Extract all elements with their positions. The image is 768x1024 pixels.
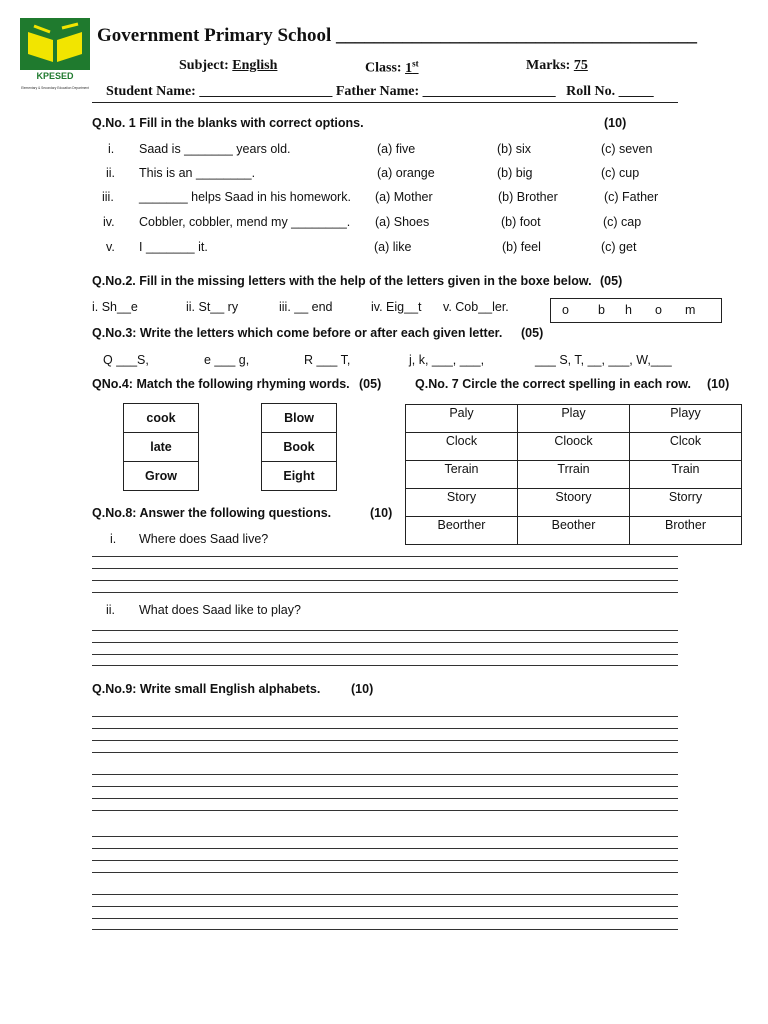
item-text: Saad is _______ years old. bbox=[139, 142, 291, 156]
table-row bbox=[406, 489, 742, 517]
table-row bbox=[406, 433, 742, 461]
spelling-cell[interactable]: Storry bbox=[630, 489, 742, 517]
option-c: (c) Father bbox=[604, 190, 659, 204]
roll-label: Roll No. bbox=[566, 84, 616, 99]
q2-word: v. Cob__ler. bbox=[443, 300, 509, 314]
letter: o bbox=[655, 303, 662, 317]
spelling-cell[interactable]: Clock bbox=[406, 433, 518, 461]
letter: o bbox=[562, 303, 569, 317]
marks-value: 75 bbox=[573, 58, 588, 73]
q3-item: e ___ g, bbox=[204, 353, 250, 367]
option-a: (a) Shoes bbox=[375, 215, 430, 229]
student-info-row bbox=[106, 84, 654, 100]
q2-word: ii. St__ ry bbox=[186, 300, 239, 314]
school-name: Government Primary School bbox=[97, 25, 332, 46]
writing-line[interactable] bbox=[92, 740, 678, 741]
q3-item: Q ___S, bbox=[103, 353, 149, 367]
match-right-column bbox=[261, 403, 337, 491]
q8-title: Q.No.8: Answer the following questions. bbox=[92, 506, 332, 520]
q8-question-number: i. bbox=[110, 532, 117, 546]
marks-field bbox=[526, 58, 588, 74]
item-text: This is an ________. bbox=[139, 166, 256, 180]
spelling-cell[interactable]: Story bbox=[406, 489, 518, 517]
match-left-column bbox=[123, 403, 199, 491]
q2-word: iii. __ end bbox=[279, 300, 333, 314]
writing-line[interactable] bbox=[92, 872, 678, 873]
table-row bbox=[406, 517, 742, 545]
q3-item: j, k, ___, ___, bbox=[409, 353, 485, 367]
subject-value: English bbox=[232, 58, 278, 73]
answer-line[interactable] bbox=[92, 580, 678, 581]
answer-line[interactable] bbox=[92, 630, 678, 631]
option-b: (b) Brother bbox=[498, 190, 558, 204]
table-row bbox=[406, 405, 742, 433]
option-a: (a) five bbox=[377, 142, 416, 156]
q4-title: QNo.4: Match the following rhyming words. bbox=[92, 377, 350, 391]
item-text: Cobbler, cobbler, mend my ________. bbox=[139, 215, 351, 229]
q7-marks: (10) bbox=[707, 377, 730, 391]
header-divider bbox=[92, 102, 678, 103]
q3-title: Q.No.3: Write the letters which come before or after each given letter. bbox=[92, 326, 503, 340]
option-c: (c) seven bbox=[601, 142, 653, 156]
item-number: v. bbox=[106, 240, 115, 254]
subject-field bbox=[179, 58, 277, 74]
spelling-cell[interactable]: Beother bbox=[518, 517, 630, 545]
answer-line[interactable] bbox=[92, 665, 678, 666]
q3-item: R ___ T, bbox=[304, 353, 351, 367]
match-word: Book bbox=[262, 432, 336, 461]
answer-line[interactable] bbox=[92, 568, 678, 569]
spelling-cell[interactable]: Paly bbox=[406, 405, 518, 433]
q2-marks: (05) bbox=[600, 274, 623, 288]
spelling-table bbox=[405, 404, 742, 545]
letter: b bbox=[598, 303, 605, 317]
roll-blank: _____ bbox=[618, 84, 654, 99]
q3-item: ___ S, T, __, ___, W,___ bbox=[535, 353, 672, 367]
option-a: (a) Mother bbox=[375, 190, 433, 204]
q8-question-text: Where does Saad live? bbox=[139, 532, 269, 546]
answer-line[interactable] bbox=[92, 592, 678, 593]
writing-line[interactable] bbox=[92, 752, 678, 753]
writing-line[interactable] bbox=[92, 836, 678, 837]
writing-line[interactable] bbox=[92, 774, 678, 775]
q2-word: iv. Eig__t bbox=[371, 300, 422, 314]
answer-line[interactable] bbox=[92, 642, 678, 643]
q1-title: Q.No. 1 Fill in the blanks with correct options. bbox=[92, 116, 364, 130]
writing-line[interactable] bbox=[92, 786, 678, 787]
match-word: late bbox=[124, 432, 198, 461]
marks-label: Marks: bbox=[526, 58, 571, 73]
q8-marks: (10) bbox=[370, 506, 393, 520]
logo-subtext: Elementary & Secondary Education Department bbox=[21, 86, 89, 90]
q4-marks: (05) bbox=[359, 377, 382, 391]
option-b: (b) foot bbox=[501, 215, 541, 229]
father-label: Father Name: bbox=[335, 84, 420, 99]
item-number: iv. bbox=[103, 215, 115, 229]
table-row bbox=[406, 461, 742, 489]
q8-question-text: What does Saad like to play? bbox=[139, 603, 301, 617]
item-text: _______ helps Saad in his homework. bbox=[139, 190, 351, 204]
q9-marks: (10) bbox=[351, 682, 374, 696]
spelling-cell[interactable]: Train bbox=[630, 461, 742, 489]
option-c: (c) cap bbox=[603, 215, 642, 229]
class-label: Class: bbox=[365, 60, 402, 76]
spelling-cell[interactable]: Clcok bbox=[630, 433, 742, 461]
class-suffix: st bbox=[412, 58, 419, 68]
option-b: (b) big bbox=[497, 166, 533, 180]
spelling-cell[interactable]: Cloock bbox=[518, 433, 630, 461]
q2-title: Q.No.2. Fill in the missing letters with the help of the letters given in the boxe below. bbox=[92, 274, 592, 288]
answer-line[interactable] bbox=[92, 556, 678, 557]
letter: m bbox=[685, 303, 696, 317]
writing-line[interactable] bbox=[92, 929, 678, 930]
spelling-cell[interactable]: Terain bbox=[406, 461, 518, 489]
spelling-cell[interactable]: Beorther bbox=[406, 517, 518, 545]
writing-line[interactable] bbox=[92, 810, 678, 811]
father-blank: ___________________ bbox=[422, 84, 556, 99]
match-word: Eight bbox=[262, 461, 336, 490]
option-a: (a) like bbox=[374, 240, 412, 254]
option-a: (a) orange bbox=[377, 166, 435, 180]
spelling-cell[interactable]: Stoory bbox=[518, 489, 630, 517]
writing-line[interactable] bbox=[92, 918, 678, 919]
q1-marks: (10) bbox=[604, 116, 627, 130]
option-b: (b) six bbox=[497, 142, 532, 156]
subject-label: Subject: bbox=[179, 58, 229, 73]
q3-marks: (05) bbox=[521, 326, 544, 340]
student-label: Student Name: bbox=[106, 84, 196, 99]
answer-line[interactable] bbox=[92, 654, 678, 655]
class-field bbox=[365, 58, 419, 77]
item-number: i. bbox=[108, 142, 115, 156]
option-b: (b) feel bbox=[502, 240, 541, 254]
q2-word: i. Sh__e bbox=[92, 300, 138, 314]
match-word: Blow bbox=[284, 411, 314, 425]
writing-line[interactable] bbox=[92, 906, 678, 907]
writing-line[interactable] bbox=[92, 798, 678, 799]
school-title bbox=[97, 25, 697, 47]
letters-box bbox=[550, 298, 722, 323]
writing-line[interactable] bbox=[92, 848, 678, 849]
item-number: iii. bbox=[102, 190, 114, 204]
writing-line[interactable] bbox=[92, 728, 678, 729]
spelling-cell[interactable]: Brother bbox=[630, 517, 742, 545]
class-number: 1 bbox=[405, 60, 413, 76]
class-value bbox=[405, 58, 419, 76]
option-c: (c) cup bbox=[601, 166, 640, 180]
logo-text: KPESED bbox=[36, 71, 74, 81]
q9-title: Q.No.9: Write small English alphabets. bbox=[92, 682, 321, 696]
kpesed-logo bbox=[20, 18, 90, 92]
match-word: cook bbox=[146, 411, 176, 425]
school-blank: ______________________________________ bbox=[336, 25, 698, 46]
item-number: ii. bbox=[106, 166, 116, 180]
spelling-cell[interactable]: Playy bbox=[630, 405, 742, 433]
q7-title: Q.No. 7 Circle the correct spelling in each row. bbox=[415, 377, 692, 391]
q8-question-number: ii. bbox=[106, 603, 116, 617]
spelling-cell[interactable]: Play bbox=[518, 405, 630, 433]
match-word: Grow bbox=[124, 461, 198, 490]
spelling-cell[interactable]: Trrain bbox=[518, 461, 630, 489]
writing-line[interactable] bbox=[92, 894, 678, 895]
option-c: (c) get bbox=[601, 240, 637, 254]
letter: h bbox=[625, 303, 632, 317]
writing-line[interactable] bbox=[92, 860, 678, 861]
writing-line[interactable] bbox=[92, 716, 678, 717]
item-text: I _______ it. bbox=[139, 240, 208, 254]
student-blank: ___________________ bbox=[199, 84, 333, 99]
